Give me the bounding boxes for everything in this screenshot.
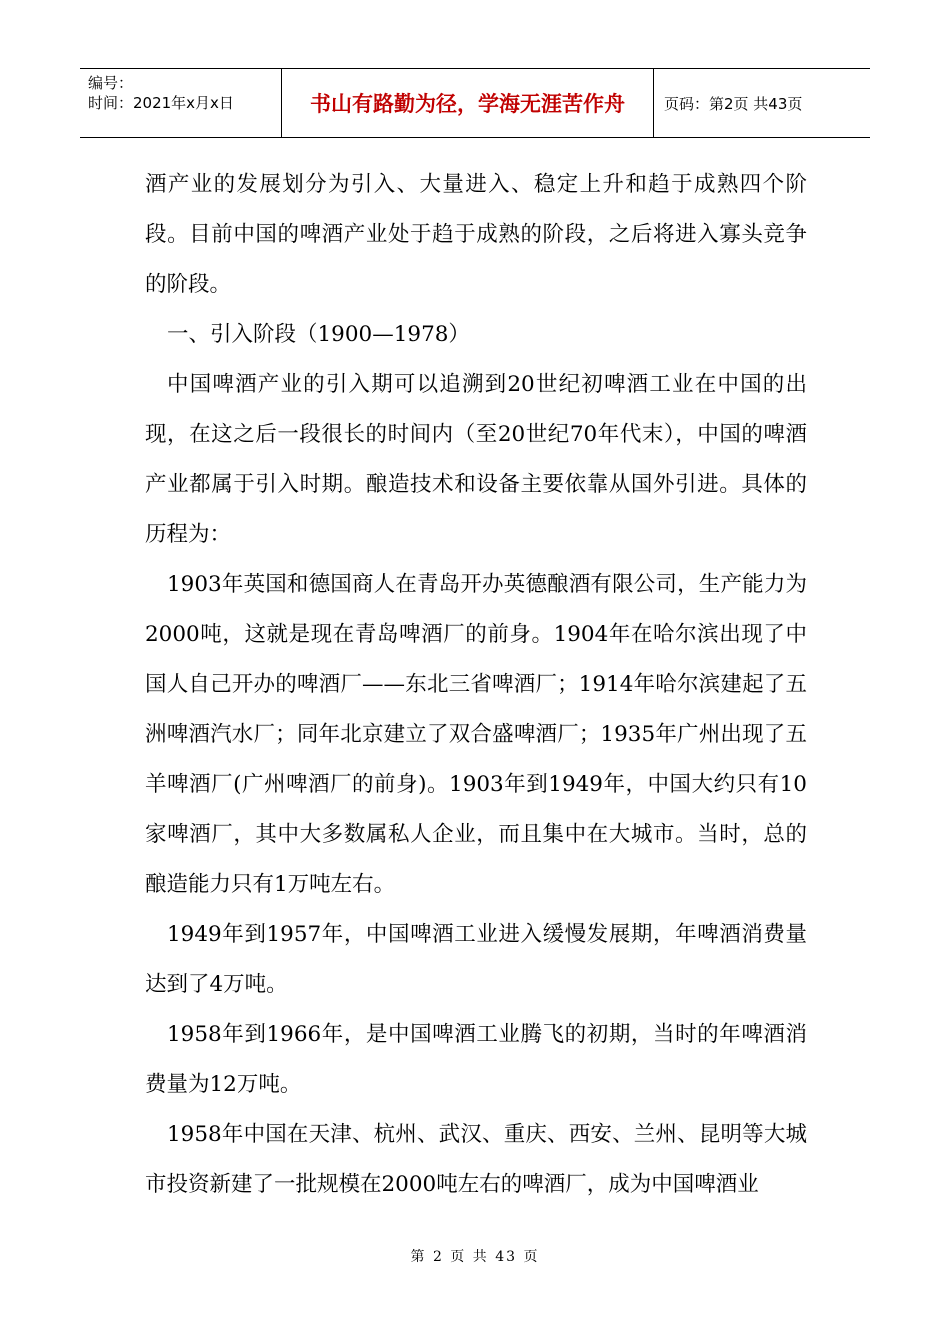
page-header — [80, 68, 870, 138]
body-paragraph: 酒产业的发展划分为引入、大量进入、稳定上升和趋于成熟四个阶段。目前中国的啤酒产业处于趋于成熟的阶段，之后将进入寡头竞争的阶段。 — [145, 172, 807, 297]
header-page-info: 页码：第2页 共43页 — [664, 94, 803, 113]
section-heading: 一、引入阶段（1900—1978） — [167, 322, 470, 347]
header-motto: 书山有路勤为径，学海无涯苦作舟 — [310, 92, 625, 116]
header-meta — [80, 69, 282, 137]
body-paragraph: 1903年英国和德国商人在青岛开办英德酿酒有限公司，生产能力为2000吨，这就是现在青岛啤酒厂的前身。1904年在哈尔滨出现了中国人自己开办的啤酒厂——东北三省啤酒厂；1914年哈尔滨建起了五洲啤酒汽水厂；同年北京建立了双合盛啤酒厂；1935年广州出现了五羊啤酒厂(广州啤酒厂的前身)。1903年到1949年，中国大约只有10家啤酒厂，其中大多数属私人企业，而且集中在大城市。当时，总的酿造能力只有1万吨左右。 — [145, 572, 807, 897]
body-paragraph: 中国啤酒产业的引入期可以追溯到20世纪初啤酒工业在中国的出现，在这之后一段很长的时间内（至20世纪70年代末），中国的啤酒产业都属于引入时期。酿造技术和设备主要依靠从国外引进。具体的历程为： — [145, 372, 807, 547]
document-body — [145, 160, 807, 1210]
body-paragraph: 1949年到1957年，中国啤酒工业进入缓慢发展期，年啤酒消费量达到了4万吨。 — [145, 922, 807, 997]
header-page-cell — [654, 69, 870, 137]
document-time-label: 时间：2021年x月x日 — [88, 94, 234, 112]
body-paragraph: 1958年中国在天津、杭州、武汉、重庆、西安、兰州、昆明等大城市投资新建了一批规模在2000吨左右的啤酒厂，成为中国啤酒业 — [145, 1122, 807, 1197]
document-number-label: 编号： — [88, 74, 134, 92]
body-paragraph: 1958年到1966年，是中国啤酒工业腾飞的初期，当时的年啤酒消费量为12万吨。 — [145, 1022, 807, 1097]
header-motto-cell — [282, 69, 654, 137]
page-footer — [0, 1246, 950, 1266]
footer-page-number: 第 2 页 共 43 页 — [410, 1249, 540, 1265]
